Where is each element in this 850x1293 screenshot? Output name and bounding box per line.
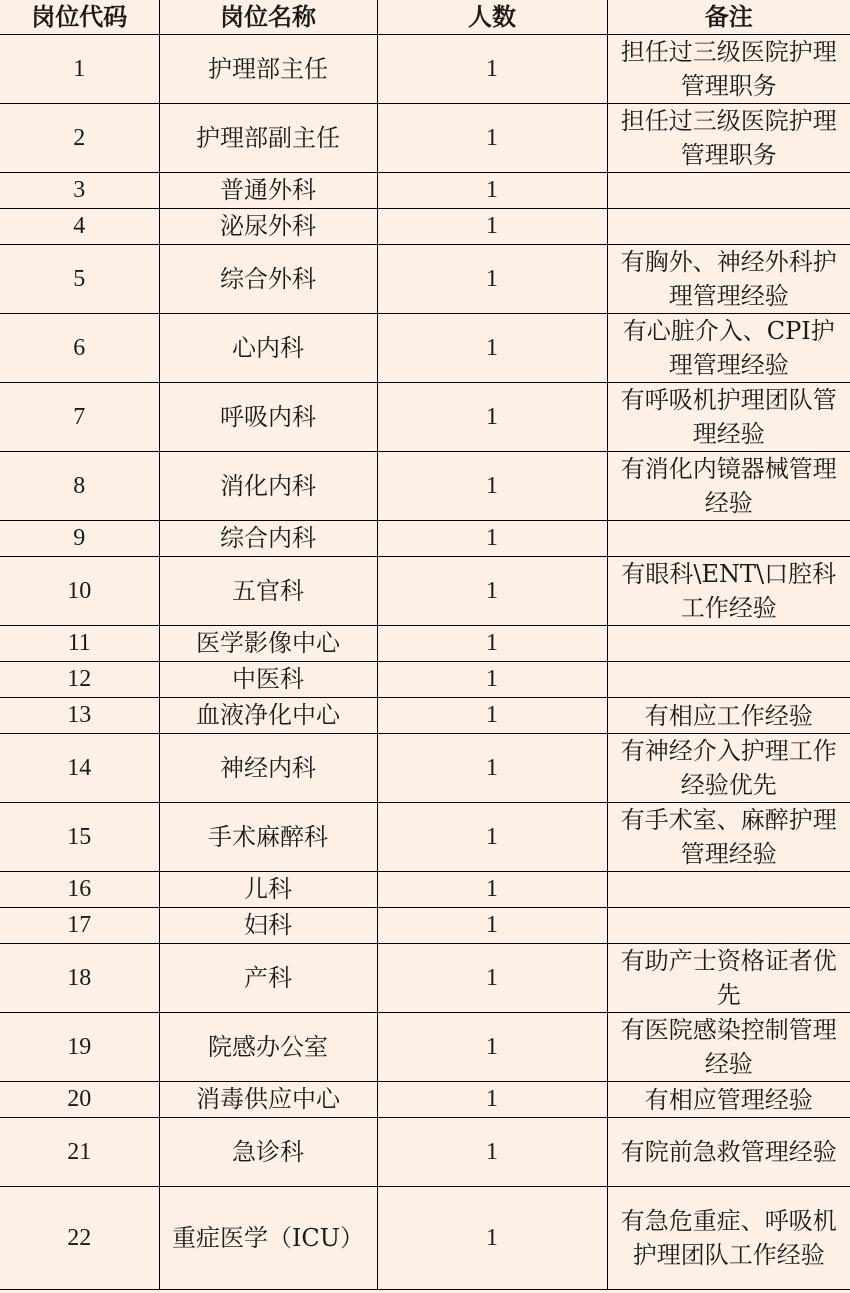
position-count: 1 [377,557,607,626]
position-note: 有助产士资格证者优先 [607,944,850,1013]
position-count: 1 [377,1187,607,1290]
table-row [0,521,850,557]
table-row [0,803,850,872]
table-row [0,314,850,383]
position-note: 有呼吸机护理团队管理经验 [607,383,850,452]
position-code: 20 [0,1082,159,1118]
position-name: 急诊科 [159,1118,377,1187]
position-name: 产科 [159,944,377,1013]
position-count: 1 [377,173,607,209]
table-row [0,944,850,1013]
position-name: 妇科 [159,908,377,944]
position-note [607,521,850,557]
table-row [0,1187,850,1290]
position-note: 有医院感染控制管理经验 [607,1013,850,1082]
position-code: 12 [0,662,159,698]
position-note: 有心脏介入、CPI护理管理经验 [607,314,850,383]
position-count: 1 [377,521,607,557]
position-name: 护理部主任 [159,35,377,104]
position-count: 1 [377,698,607,734]
position-name: 心内科 [159,314,377,383]
position-count: 1 [377,908,607,944]
position-code: 10 [0,557,159,626]
position-note: 有相应工作经验 [607,698,850,734]
position-count: 1 [377,626,607,662]
position-note: 有神经介入护理工作经验优先 [607,734,850,803]
position-count: 1 [377,452,607,521]
position-count: 1 [377,734,607,803]
table-row [0,1118,850,1187]
position-count: 1 [377,314,607,383]
position-note [607,908,850,944]
table-row [0,383,850,452]
position-name: 护理部副主任 [159,104,377,173]
position-note [607,173,850,209]
position-count: 1 [377,209,607,245]
position-code: 17 [0,908,159,944]
table-row [0,626,850,662]
position-name: 消毒供应中心 [159,1082,377,1118]
table-row [0,698,850,734]
position-note: 有胸外、神经外科护理管理经验 [607,245,850,314]
position-note [607,872,850,908]
table-row [0,872,850,908]
position-note [607,209,850,245]
position-count: 1 [377,383,607,452]
position-count: 1 [377,1082,607,1118]
table-row [0,35,850,104]
position-code: 1 [0,35,159,104]
table-row [0,104,850,173]
position-note: 担任过三级医院护理管理职务 [607,35,850,104]
position-code: 9 [0,521,159,557]
position-count: 1 [377,872,607,908]
header-row [0,0,850,35]
position-count: 1 [377,662,607,698]
position-code: 22 [0,1187,159,1290]
position-name: 血液净化中心 [159,698,377,734]
position-code: 11 [0,626,159,662]
position-code: 13 [0,698,159,734]
position-name: 综合外科 [159,245,377,314]
table-row [0,452,850,521]
position-note: 有眼科\ENT\口腔科工作经验 [607,557,850,626]
position-code: 2 [0,104,159,173]
position-code: 15 [0,803,159,872]
header-note: 备注 [607,0,850,35]
position-code: 18 [0,944,159,1013]
position-name: 五官科 [159,557,377,626]
table-row [0,662,850,698]
position-name: 神经内科 [159,734,377,803]
position-name: 医学影像中心 [159,626,377,662]
position-name: 泌尿外科 [159,209,377,245]
position-name: 中医科 [159,662,377,698]
table-row [0,1013,850,1082]
position-note: 有院前急救管理经验 [607,1118,850,1187]
position-name: 消化内科 [159,452,377,521]
header-code: 岗位代码 [0,0,159,35]
position-count: 1 [377,35,607,104]
position-code: 21 [0,1118,159,1187]
position-code: 4 [0,209,159,245]
position-code: 3 [0,173,159,209]
table-row [0,173,850,209]
position-code: 14 [0,734,159,803]
position-note [607,662,850,698]
position-code: 5 [0,245,159,314]
position-note: 有消化内镜器械管理经验 [607,452,850,521]
position-count: 1 [377,944,607,1013]
position-count: 1 [377,1118,607,1187]
position-code: 6 [0,314,159,383]
position-code: 7 [0,383,159,452]
header-count: 人数 [377,0,607,35]
position-name: 手术麻醉科 [159,803,377,872]
table-row [0,908,850,944]
position-count: 1 [377,1013,607,1082]
position-note: 担任过三级医院护理管理职务 [607,104,850,173]
position-code: 8 [0,452,159,521]
position-note [607,626,850,662]
table-row [0,734,850,803]
table-row [0,1082,850,1118]
position-name: 儿科 [159,872,377,908]
table-row [0,557,850,626]
position-code: 19 [0,1013,159,1082]
position-name: 普通外科 [159,173,377,209]
position-name: 呼吸内科 [159,383,377,452]
table-row [0,245,850,314]
position-note: 有急危重症、呼吸机护理团队工作经验 [607,1187,850,1290]
position-note: 有相应管理经验 [607,1082,850,1118]
position-name: 重症医学（ICU） [159,1187,377,1290]
table-row [0,209,850,245]
position-note: 有手术室、麻醉护理管理经验 [607,803,850,872]
position-name: 院感办公室 [159,1013,377,1082]
position-code: 16 [0,872,159,908]
position-count: 1 [377,104,607,173]
header-name: 岗位名称 [159,0,377,35]
position-name: 综合内科 [159,521,377,557]
position-count: 1 [377,803,607,872]
position-count: 1 [377,245,607,314]
